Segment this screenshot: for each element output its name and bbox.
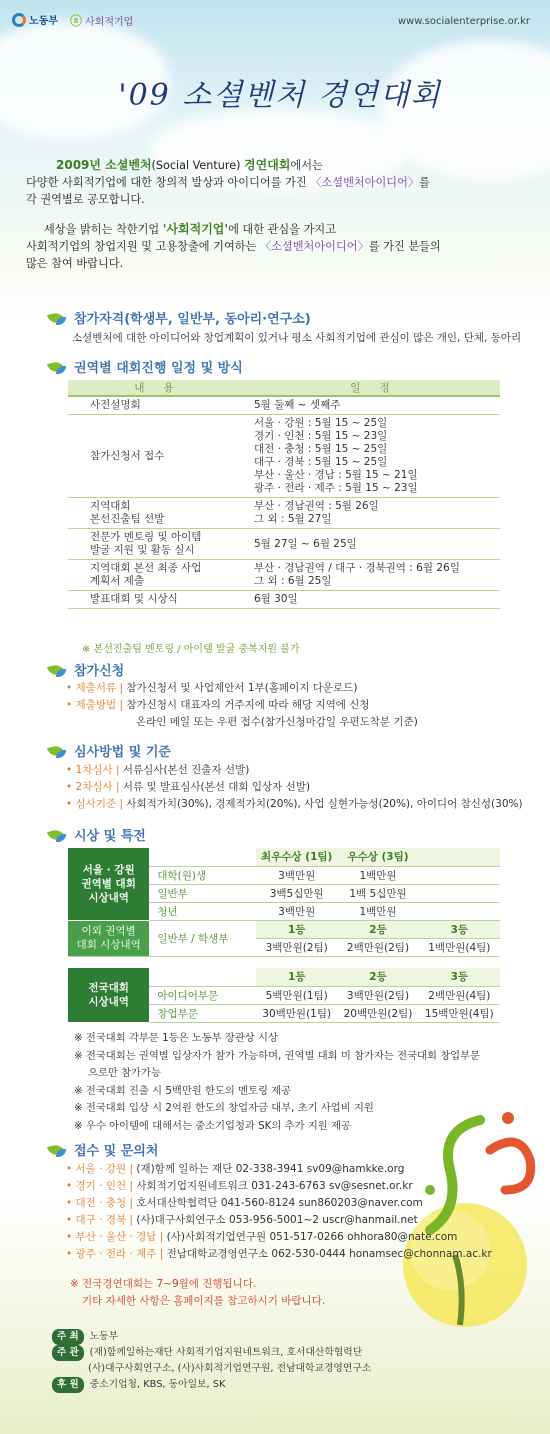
list-label: 서울 · 강원 | [75,1163,133,1175]
award-value: 2백만원(4팀) [419,986,500,1004]
list-item [66,1178,492,1195]
award-note: ※ 전국대회는 권역별 입상자가 참가 가능하며, 권역별 대회 미 참가자는 전국대회 창업부문 [74,1049,480,1062]
site-url[interactable]: www.socialenterprise.or.kr [397,16,530,27]
contact-list [66,1161,492,1263]
award-group-label: 서울 · 강원 권역별 대회 시상내역 [68,848,149,920]
award-note: ※ 전국대회 진출 시 5백만원 한도의 멘토링 제공 [74,1084,292,1097]
credit-organizer: 주 관 (재)함께일하는재단 사회적기업지원네트워크, 호서대산학협력단 [52,1345,362,1361]
bullet-icon: • [66,764,76,776]
list-item [66,1195,492,1212]
section-awards: 시상 및 특전 [48,825,146,844]
award-col-header: 2등 [337,920,418,938]
award-category: 대학(원)생 [149,866,256,884]
list-text: (사)대구사회연구소 053-956-5001~2 uscr@hanmail.net [136,1214,418,1226]
list-label: 부산 · 울산 · 경남 | [75,1231,164,1243]
leaf-bullet-icon [48,744,68,758]
award-col-header: 1등 [256,920,337,938]
bullet-icon: • [66,1231,76,1243]
schedule-date-line: 그 외 : 5월 27일 [254,513,332,525]
award-value: 20백만원(2팀) [337,1004,418,1022]
award-value: 1백 5십만원 [337,884,418,902]
credit-tag: 후 원 [52,1377,84,1393]
schedule-date-line: 대구 · 경북 : 5월 15 ~ 25일 [254,456,388,468]
award-col-header: 1등 [256,968,337,986]
schedule-date-line: 광주 · 전라 · 제주 : 5월 15 ~ 23일 [254,482,418,494]
schedule-header: 내 용 [68,380,248,396]
award-table-national [68,968,500,1023]
section-apply: 참가신청 [48,660,124,679]
list-item [66,714,418,731]
bullet-icon: • [66,798,76,810]
schedule-date-line: 부산 · 경남권역 / 대구 · 경북권역 : 6월 26일 [254,562,460,574]
schedule-row [68,415,500,498]
header [0,0,550,40]
schedule-item: 참가신청서 접수 [68,415,248,498]
award-note: ※ 전국대회 입상 시 2억원 한도의 창업자금 대부, 초기 사업비 지원 [74,1102,374,1114]
schedule-date-line: 5월 27일 ~ 6월 25일 [254,537,357,550]
list-item [66,697,418,714]
award-value: 3백만원 [256,866,337,884]
bullet-icon: • [66,682,76,694]
bullet-icon: • [66,781,76,793]
list-label: 1차심사 | [75,764,120,776]
schedule-item: 지역대회 본선진출팀 선발 [68,498,248,529]
schedule-item: 사전설명회 [68,396,248,415]
award-note: ※ 전국대회 각부문 1등은 노동부 장관상 시상 [74,1032,278,1044]
section-contact: 접수 및 문의처 [48,1140,158,1159]
list-text: 호서대산학협력단 041-560-8124 sun860203@naver.com [136,1197,423,1209]
schedule-date-line: 대전 · 충청 : 5월 15 ~ 25일 [254,443,388,455]
list-label: 제출서류 | [75,682,123,694]
schedule-date-line: 5월 둘째 ~ 셋째주 [254,399,341,411]
credit-sponsor: 후 원 중소기업청, KBS, 동아일보, SK [52,1377,225,1393]
bullet-icon: • [66,1197,76,1209]
list-text: (사)사회적기업연구원 051-517-0266 ohhora80@nate.com [166,1231,458,1243]
intro-line: 세상을 밝히는 착한기업 '사회적기업'에 대한 관심을 가지고 [44,222,336,236]
award-value: 3백만원(2팀) [256,938,337,956]
award-value: 5백만원(1팀) [256,986,337,1004]
schedule-header: 일 정 [248,380,500,396]
poster-title: '09 소셜벤처 경연대회 [118,78,442,113]
list-text: 사회적기업지원네트워크 031-243-6763 sv@sesnet.or.kr [136,1180,413,1192]
schedule-item: 지역대회 본선 최종 사업 계획서 제출 [68,560,248,591]
award-value: 3백만원(2팀) [337,986,418,1004]
credit-tag: 주 최 [52,1329,84,1345]
list-text: 서류심사(본선 진출자 선발) [122,764,250,776]
schedule-date [248,560,500,591]
award-note: ※ 우수 아이템에 대해서는 중소기업청과 SK의 추가 지원 제공 [74,1119,351,1132]
award-group-label: 이외 권역별 대회 시상내역 [68,920,149,956]
schedule-date [248,529,500,560]
award-category: 아이디어부문 [149,986,256,1004]
notice-red: ※ 전국경연대회는 7~9월에 진행됩니다. [70,1278,257,1290]
moel-logo[interactable]: 노동부 [12,12,58,27]
award-col-header: 3등 [419,968,500,986]
list-text: 참가신청서 및 사업제안서 1부(홈페이지 다운로드) [126,682,358,694]
list-label: 심사기준 | [75,798,123,810]
schedule-date-line: 그 외 : 6월 25일 [254,575,332,587]
bullet-icon: • [66,1180,76,1192]
leaf-bullet-icon [48,828,68,842]
list-text: 참가신청시 대표자의 거주지에 따라 해당 지역에 신청 [126,699,370,711]
schedule-row [68,560,500,591]
award-col-header: 2등 [337,968,418,986]
leaf-bullet-icon [48,663,68,677]
leaf-bullet-icon [48,311,68,325]
list-label: 대전 · 충청 | [75,1197,133,1209]
award-col-header: 우수상 (3팀) [337,848,418,866]
moel-logo-icon [12,13,26,27]
schedule-date [248,591,500,609]
intro-line: 2009년 소셜벤처(Social Venture) 경연대회에서는 [56,158,323,172]
award-value: 3백5십만원 [256,884,337,902]
list-label: 경기 · 인천 | [75,1180,133,1192]
section-review: 심사방법 및 기준 [48,741,171,760]
list-text: (재)함께 일하는 재단 02-338-3941 sv09@hamkke.org [136,1163,405,1175]
list-label: 제출방법 | [75,699,123,711]
schedule-row [68,396,500,415]
list-text: 온라인 메일 또는 우편 접수(참가신청마감일 우편도착분 기준) [136,716,418,728]
award-category: 창업부문 [149,1004,256,1022]
award-value: 1백만원(4팀) [419,938,500,956]
list-item [66,680,418,697]
award-category: 청년 [149,902,256,920]
section-eligibility: 참가자격(학생부, 일반부, 동아리·연구소) [48,308,311,327]
social-enterprise-logo[interactable]: ⓢ 사회적기업 [70,14,134,28]
list-item [66,1212,492,1229]
award-value: 1백만원 [337,902,418,920]
review-list [66,762,523,813]
list-text: 사회적가치(30%), 경제적가치(20%), 사업 실현가능성(20%), 아이디어 참신성(30%) [126,798,523,810]
apply-list [66,680,418,731]
bullet-icon: • [66,1214,76,1226]
schedule-date-line: 부산 · 울산 · 경남 : 5월 15 ~ 21일 [254,469,418,481]
credit-organizer-cont: (사)대구사회연구소, (사)사회적기업연구원, 전남대학교경영연구소 [88,1363,372,1374]
award-category: 일반부 / 학생부 [149,920,256,956]
schedule-date-line: 경기 · 인천 : 5월 15 ~ 23일 [254,430,388,442]
list-label: 대구 · 경북 | [75,1214,133,1226]
intro-line: 다양한 사회적기업에 대한 창의적 발상과 아이디어를 가진 〈소셜벤처아이디어〉를 [26,176,430,189]
list-text: 서류 및 발표심사(본선 대회 입상자 선발) [122,781,311,793]
intro-line: 사회적기업의 창업지원 및 고용창출에 기여하는 〈소셜벤처아이디어〉를 가진 분들의 [26,240,441,253]
section-schedule: 권역별 대회진행 일정 및 방식 [48,357,243,376]
credit-host: 주 최 노동부 [52,1329,118,1345]
award-value: 1백만원 [337,866,418,884]
award-value: 3백만원 [256,902,337,920]
schedule-date [248,498,500,529]
award-note: 으로만 참가가능 [88,1067,161,1079]
award-group-label: 전국대회 시상내역 [68,968,149,1022]
bullet-icon: • [66,699,76,711]
credit-tag: 주 관 [52,1345,84,1361]
eligibility-text: 소셜벤처에 대한 아이디어와 창업계획이 있거나 평소 사회적기업에 관심이 많은 개인, 단체, 동아리 [72,332,522,344]
social-enterprise-logo-icon: ⓢ [70,14,83,28]
leaf-bullet-icon [48,1143,68,1157]
award-table-regional [68,848,500,957]
schedule-item: 발표대회 및 시상식 [68,591,248,609]
schedule-row [68,529,500,560]
award-value: 30백만원(1팀) [256,1004,337,1022]
list-item [66,1246,492,1263]
schedule-table [68,380,500,609]
schedule-date-line: 6월 30일 [254,593,298,605]
award-category: 일반부 [149,884,256,902]
bullet-icon: • [66,1163,76,1175]
award-col-header: 3등 [419,920,500,938]
leaf-bullet-icon [48,360,68,374]
list-item [66,1161,492,1178]
award-value: 15백만원(4팀) [419,1004,500,1022]
list-text: 전남대학교경영연구소 062-530-0444 honamsec@chonnam.ac.kr [166,1248,492,1260]
list-item [66,796,523,813]
list-item [66,762,523,779]
schedule-date-line: 부산 · 경남권역 : 5월 26일 [254,500,379,512]
schedule-row [68,591,500,609]
schedule-date [248,396,500,415]
list-label: 2차심사 | [75,781,120,793]
schedule-item: 전문가 멘토링 및 아이템 발굴 지원 및 활동 실시 [68,529,248,560]
award-value: 2백만원(2팀) [337,938,418,956]
schedule-date [248,415,500,498]
bullet-icon: • [66,1248,76,1260]
schedule-date-line: 서울 · 강원 : 5월 15 ~ 25일 [254,417,388,429]
list-item [66,779,523,796]
schedule-row [68,498,500,529]
list-label: 광주 · 전라 · 제주 | [75,1248,164,1260]
award-col-header: 최우수상 (1팀) [256,848,337,866]
schedule-note: ※ 본선진출팀 멘토링 / 아이템 발굴 중복지원 불가 [82,644,300,655]
intro-line: 각 권역별로 공모합니다. [26,193,145,206]
list-item [66,1229,492,1246]
notice-red: 기타 자세한 사항은 홈페이지를 참고하시기 바랍니다. [82,1295,326,1307]
intro-line: 많은 참여 바랍니다. [26,257,124,270]
